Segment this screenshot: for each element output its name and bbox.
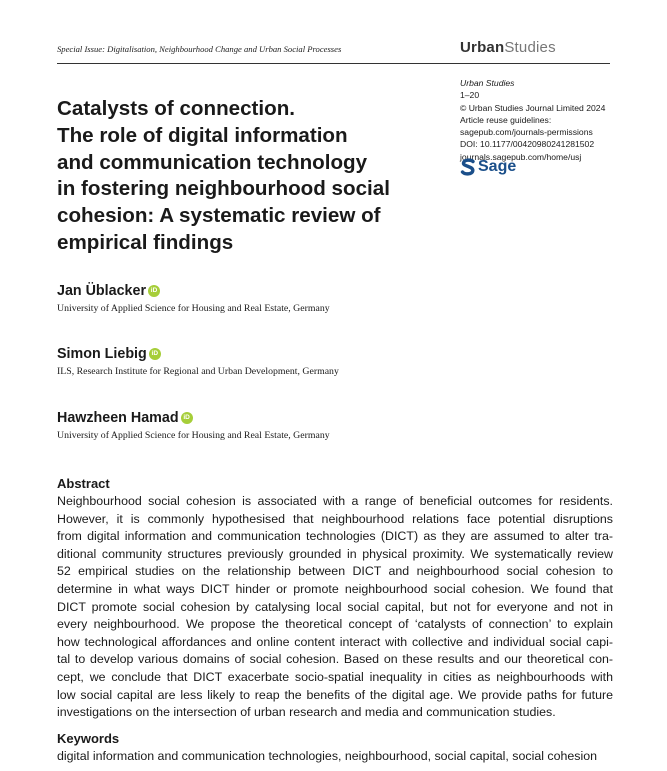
- title-line: cohesion: A systematic review of: [57, 204, 381, 228]
- abstract-line: determine in what ways DICT hinder or promote neighbourhood social cohesion. We found that: [57, 581, 613, 596]
- title-line: Catalysts of connection.: [57, 97, 296, 120]
- author-block: [57, 410, 330, 441]
- abstract-line: 52 empirical studies on the relationship between DICT and neighbourhood social cohesion to: [57, 564, 613, 579]
- sage-logo: [460, 158, 516, 176]
- abstract-line: how technological affordances and online content interact with collective and individual social capi-: [57, 634, 613, 649]
- copyright: © Urban Studies Journal Limited 2024: [460, 102, 606, 113]
- brand-bold: Urban: [460, 39, 505, 56]
- author-name-text: Simon Liebig: [57, 346, 147, 362]
- abstract-line: low social capital are less likely to reap the benefits of the digital age. We provide paths for future: [57, 687, 613, 702]
- title-line: and communication technology: [57, 150, 368, 174]
- abstract-line: DICT promote social cohesion by catalysing local social capital, but not for everyone and not in: [57, 599, 613, 614]
- abstract-line: from digital information and communication technologies (DICT) as they are assumed to alter tra-: [57, 529, 613, 544]
- sage-wordmark: Sage: [478, 158, 517, 175]
- author-name: [57, 346, 339, 362]
- journal-name: Urban Studies: [460, 78, 515, 88]
- abstract-line: ditional community structures previously grounded in physical proximity. We systematically review: [57, 546, 613, 561]
- title-line: The role of digital information: [57, 123, 348, 147]
- author-affiliation: University of Applied Science for Housing and Real Estate, Germany: [57, 303, 330, 314]
- abstract-line: every neighbourhood. We propose the theoretical concept of ‘catalysts of connection’ to explain: [57, 617, 613, 632]
- journal-brand-logo: [460, 39, 556, 56]
- reuse-link[interactable]: sagepub.com/journals-permissions: [460, 127, 593, 138]
- author-name-text: Hawzheen Hamad: [57, 410, 179, 426]
- author-block: [57, 283, 330, 314]
- author-name: [57, 283, 330, 299]
- abstract-body: [57, 493, 613, 722]
- abstract-line: However, it is commonly hypothesised that neighbourhood relations face potential disruptions: [57, 511, 613, 526]
- title-line: empirical findings: [57, 230, 234, 254]
- journal-home-link[interactable]: journals.sagepub.com/home/usj: [460, 151, 582, 162]
- author-affiliation: University of Applied Science for Housing and Real Estate, Germany: [57, 430, 330, 441]
- journal-meta: [460, 77, 605, 163]
- page-range: 1–20: [460, 90, 480, 101]
- abstract-line: Neighbourhood social cohesion is associated with a range of beneficial outcomes for residents.: [57, 494, 613, 508]
- abstract-heading: Abstract: [57, 476, 110, 491]
- abstract-line: investigations on the intersection of urban research and media and communication studies.: [57, 705, 556, 720]
- orcid-icon[interactable]: iD: [148, 285, 160, 297]
- header-rule: [57, 63, 610, 64]
- orcid-icon[interactable]: iD: [181, 412, 193, 424]
- keywords-heading: Keywords: [57, 731, 120, 746]
- abstract-line: cept, we conclude that DICT exacerbate socio-spatial inequality in cities as neighbourhoods with: [57, 669, 613, 684]
- author-block: [57, 346, 339, 377]
- special-issue-label: Special Issue: Digitalisation, Neighbourhood Change and Urban Social Processes: [57, 44, 342, 54]
- title-line: in fostering neighbourhood social: [57, 177, 390, 201]
- abstract-line: tal to develop various domains of social cohesion. Based on these results and our theoretical con-: [57, 652, 613, 667]
- sage-s-icon: [460, 158, 476, 176]
- article-title: [57, 96, 427, 257]
- author-affiliation: ILS, Research Institute for Regional and Urban Development, Germany: [57, 366, 339, 377]
- orcid-icon[interactable]: iD: [149, 348, 161, 360]
- doi-link[interactable]: DOI: 10.1177/00420980241281502: [460, 139, 595, 150]
- reuse-label: Article reuse guidelines:: [460, 114, 552, 125]
- author-name: [57, 410, 330, 426]
- author-name-text: Jan Üblacker: [57, 283, 147, 299]
- brand-light: Studies: [504, 39, 556, 56]
- keywords-list: digital information and communication technologies, neighbourhood, social capital, social cohesion: [57, 749, 598, 763]
